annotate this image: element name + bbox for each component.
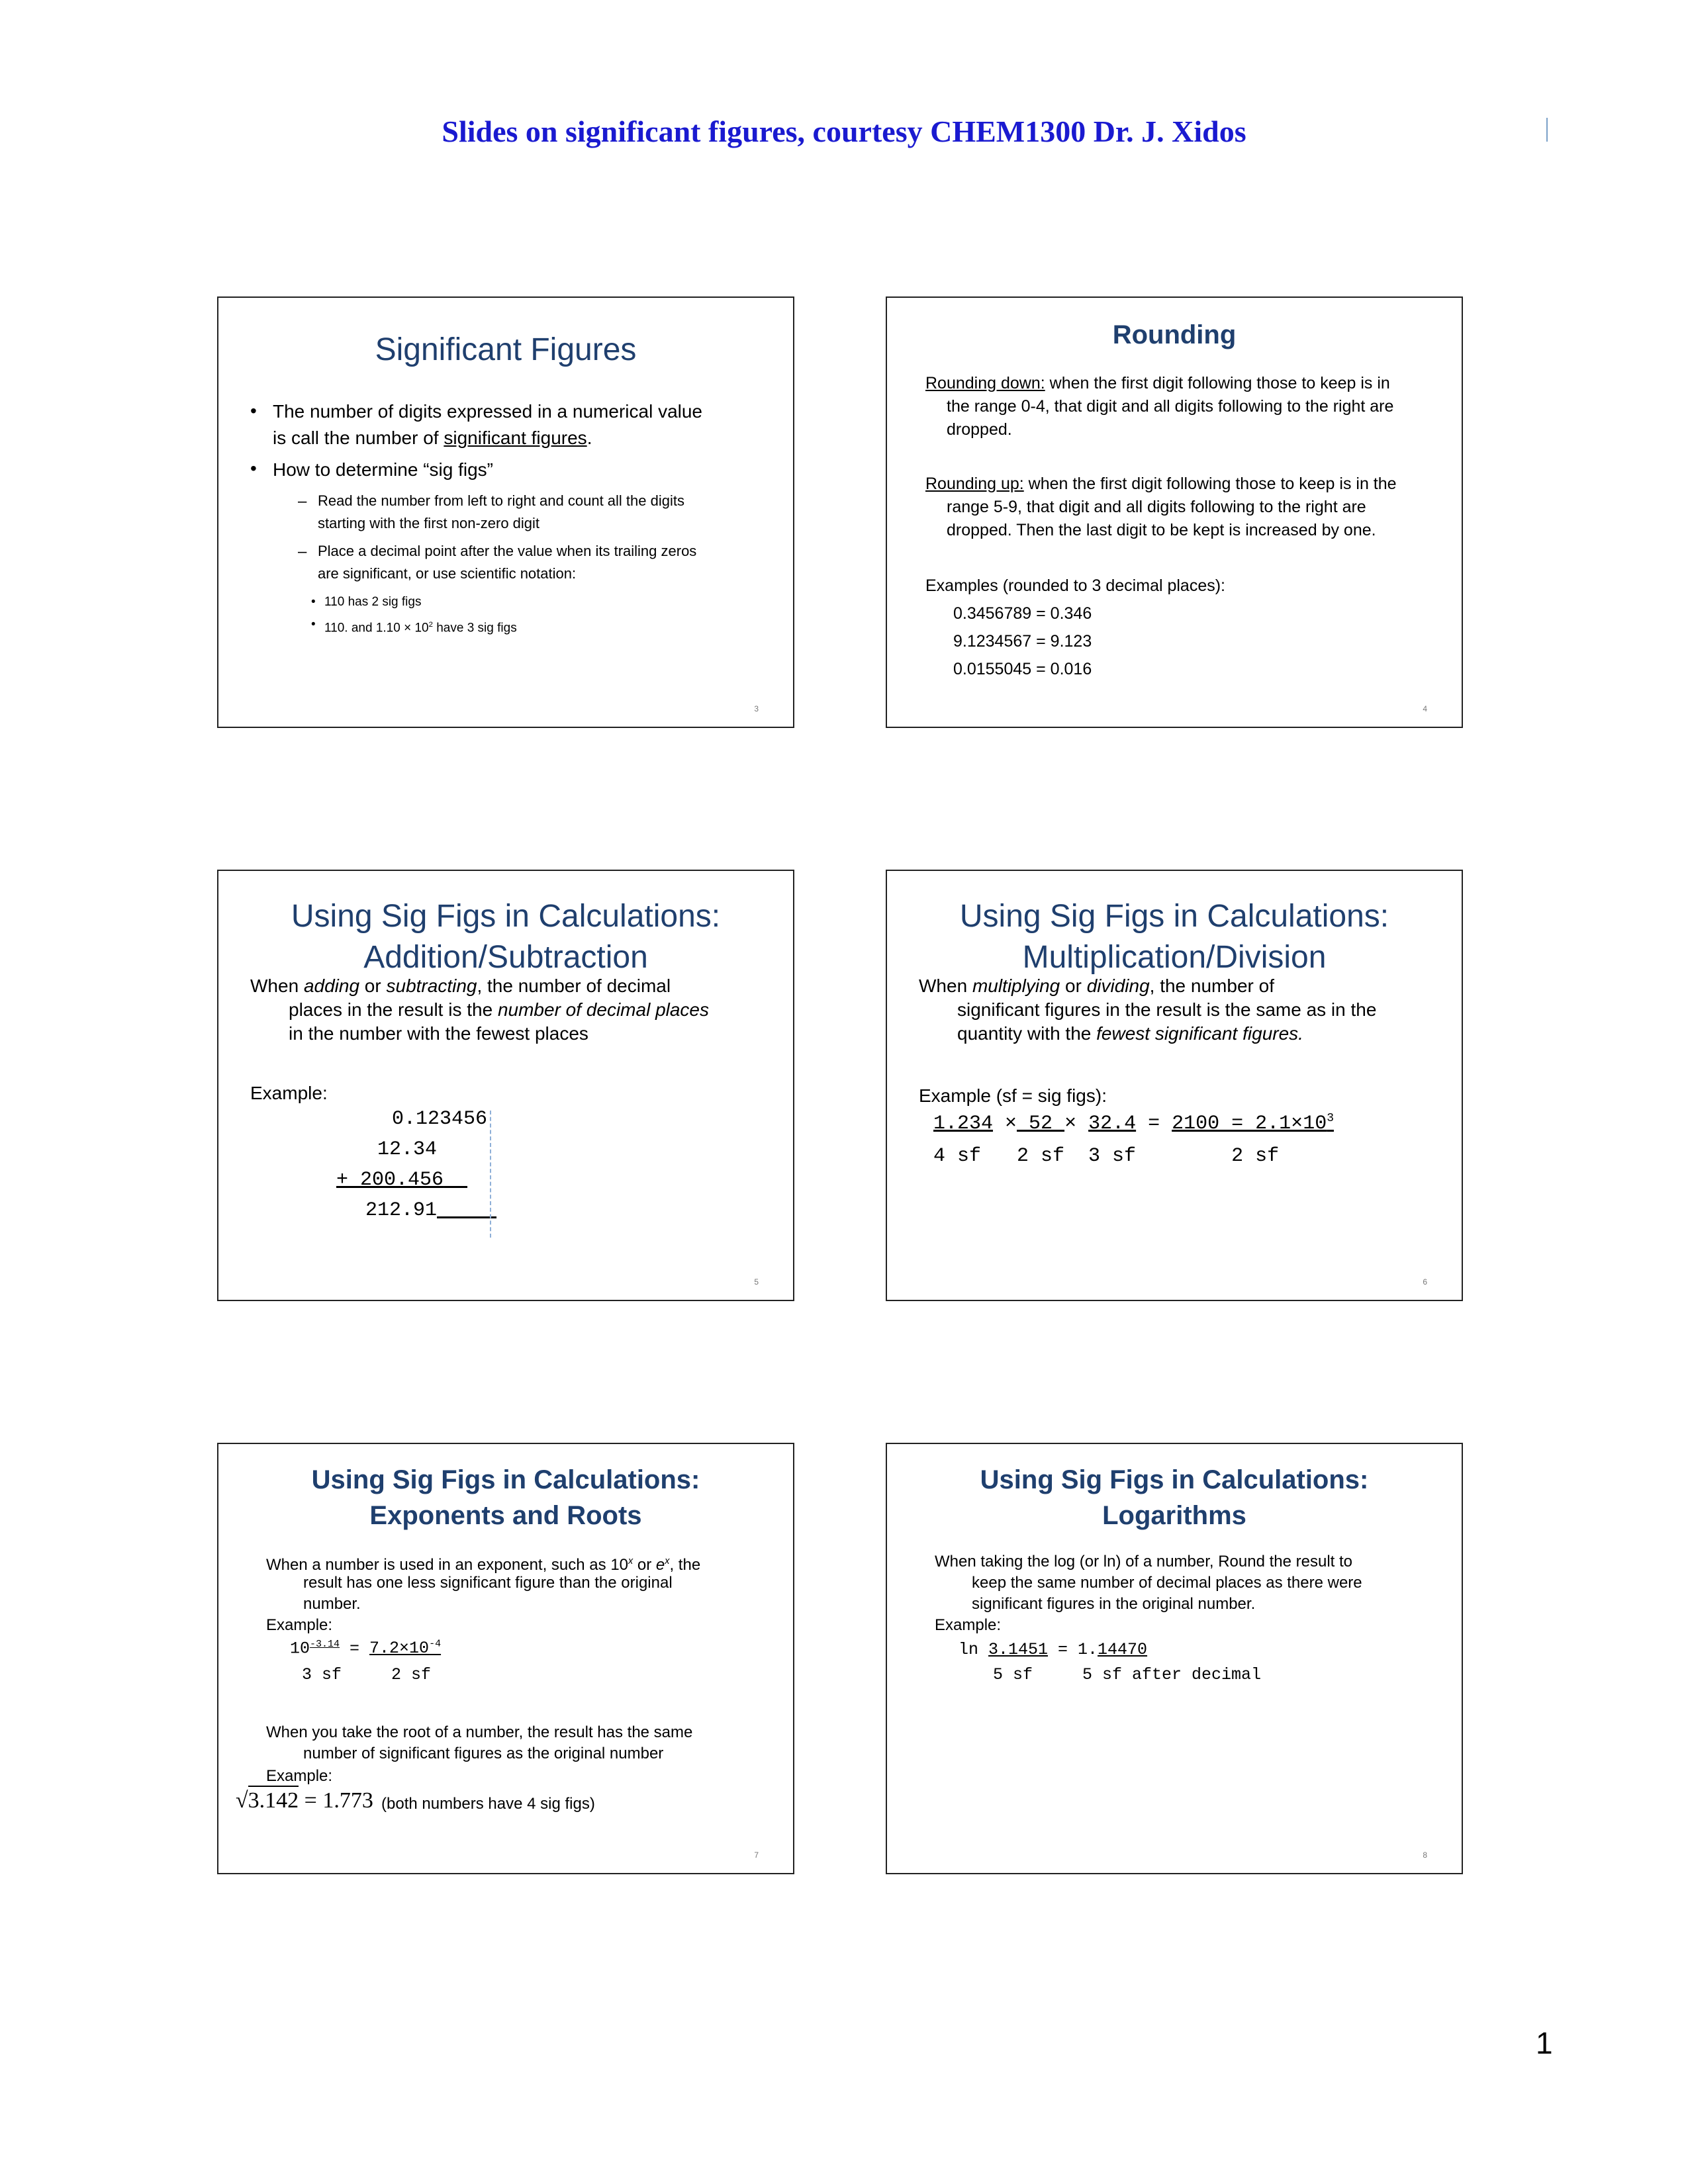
slide-addition-subtraction xyxy=(217,870,794,1301)
example-label: Example: xyxy=(250,1083,328,1103)
page-title: Slides on significant figures, courtesy CHEM1300 Dr. J. Xidos xyxy=(442,114,1246,148)
body-text: number. xyxy=(303,1595,361,1613)
slide-title-line: Using Sig Figs in Calculations: xyxy=(980,1465,1369,1494)
sub-bullet-text: Place a decimal point after the value when its trailing zeros xyxy=(318,543,697,559)
body-text: When you take the root of a number, the result has the same xyxy=(266,1723,693,1741)
example-label: Example (sf = sig figs): xyxy=(919,1085,1107,1106)
slide-rounding xyxy=(886,296,1463,728)
example-line: 9.1234567 = 9.123 xyxy=(953,632,1092,651)
root-note: (both numbers have 4 sig figs) xyxy=(381,1795,595,1813)
example-line: 0.3456789 = 0.346 xyxy=(953,604,1092,623)
calc-line: + 200.456 xyxy=(336,1169,444,1191)
calc-line: 12.34 xyxy=(377,1138,438,1161)
body-text: significant figures in the result is the same as in the xyxy=(957,999,1377,1020)
slide-number: 6 xyxy=(1423,1277,1427,1287)
rounding-up-text: Rounding up: when the first digit following those to keep is in the xyxy=(925,475,1397,493)
calc-result: 212.91 xyxy=(365,1199,438,1222)
slide-significant-figures xyxy=(217,296,794,728)
root-equation: √3.142 = 1.773 xyxy=(236,1788,373,1813)
body-text: quantity with the fewest significant figures. xyxy=(957,1023,1303,1044)
log-equation: ln 3.1451 = 1.14470 xyxy=(959,1640,1148,1659)
example-label: Example: xyxy=(266,1616,333,1634)
sub-sub-bullet-text: 110. and $1.10 \times 10^2$ have 3 sig figs xyxy=(324,621,517,635)
slide-number: 5 xyxy=(754,1277,759,1287)
rounding-up-text: range 5-9, that digit and all digits following to the right are xyxy=(947,498,1366,516)
calc-line: 0.123456 xyxy=(392,1108,488,1130)
alignment-guide xyxy=(490,1111,491,1238)
sub-sub-bullet-text: 110 has 2 sig figs xyxy=(324,595,422,609)
page-number: 1 xyxy=(1536,2026,1553,2060)
text-cursor xyxy=(1546,118,1548,142)
slide-title-line: Addition/Subtraction xyxy=(363,940,648,975)
slide-title-line: Using Sig Figs in Calculations: xyxy=(291,899,721,934)
body-text: When taking the log (or ln) of a number, Round the result to xyxy=(935,1553,1353,1570)
bullet-icon: • xyxy=(250,458,257,478)
exponent-equation: $10^{-3.14} = 7.2\times 10^{-4}$ xyxy=(290,1639,442,1659)
slide-title: Rounding xyxy=(1112,320,1237,349)
equation: $1.234 \times 52 \times 32.4 = 2100 = 2.1\times 10^3$ xyxy=(933,1112,1335,1135)
slide-title-line: Using Sig Figs in Calculations: xyxy=(959,899,1389,934)
slide-number: 8 xyxy=(1423,1850,1427,1860)
slide-number: 7 xyxy=(754,1850,759,1860)
bullet-text: is call the number of significant figures. xyxy=(273,428,592,448)
bullet-icon: • xyxy=(250,400,257,421)
slide-title-line: Exponents and Roots xyxy=(369,1501,642,1530)
sub-bullet-text: Read the number from left to right and count all the digits xyxy=(318,492,684,509)
example-line: 0.0155045 = 0.016 xyxy=(953,660,1092,678)
slide-exponents-roots xyxy=(217,1443,794,1874)
body-text: When a number is used in an exponent, such as 10$^x$ or $e^x$, the xyxy=(266,1556,701,1574)
slide-logarithms xyxy=(886,1443,1463,1874)
rounding-up-text: dropped. Then the last digit to be kept is increased by one. xyxy=(947,521,1376,539)
body-text: significant figures in the original number. xyxy=(972,1595,1256,1613)
body-text: in the number with the fewest places xyxy=(289,1023,588,1044)
example-label: Example: xyxy=(935,1616,1002,1634)
body-text: When multiplying or dividing, the number of xyxy=(919,976,1274,996)
slide-title-line: Logarithms xyxy=(1102,1501,1246,1530)
rounding-down-text: Rounding down: when the first digit following those to keep is in xyxy=(925,374,1390,392)
sqrt-icon: √ xyxy=(236,1788,248,1813)
sig-fig-counts: 3 sf 2 sf xyxy=(302,1665,432,1684)
slide-title-line: Using Sig Figs in Calculations: xyxy=(311,1465,700,1494)
rounding-down-text: the range 0-4, that digit and all digits following to the right are xyxy=(947,397,1394,416)
slide-number: 3 xyxy=(754,704,759,713)
sig-fig-counts: 5 sf 5 sf after decimal xyxy=(993,1665,1262,1684)
bullet-text: How to determine “sig figs” xyxy=(273,459,494,480)
sub-bullet-text: are significant, or use scientific notation: xyxy=(318,565,577,582)
body-text: places in the result is the number of decimal places xyxy=(289,999,709,1020)
slide-number: 4 xyxy=(1423,704,1427,713)
example-label: Example: xyxy=(266,1767,333,1785)
sig-fig-counts: 4 sf 2 sf 3 sf 2 sf xyxy=(933,1145,1280,1167)
dash-icon: – xyxy=(298,543,307,561)
body-text: When adding or subtracting, the number of decimal xyxy=(250,976,671,996)
slide-multiplication-division xyxy=(886,870,1463,1301)
bullet-text: The number of digits expressed in a numerical value xyxy=(273,401,703,422)
body-text: keep the same number of decimal places as there were xyxy=(972,1574,1362,1592)
slide-title-line: Multiplication/Division xyxy=(1022,940,1327,975)
bullet-icon: • xyxy=(311,595,316,609)
slide-title: Significant Figures xyxy=(375,332,637,367)
body-text: result has one less significant figure than the original xyxy=(303,1574,673,1592)
body-text: number of significant figures as the original number xyxy=(303,1745,664,1762)
sub-bullet-text: starting with the first non-zero digit xyxy=(318,515,540,531)
examples-label: Examples (rounded to 3 decimal places): xyxy=(925,576,1226,595)
rounding-down-text: dropped. xyxy=(947,420,1012,439)
dash-icon: – xyxy=(298,492,307,510)
bullet-icon: • xyxy=(311,617,316,631)
